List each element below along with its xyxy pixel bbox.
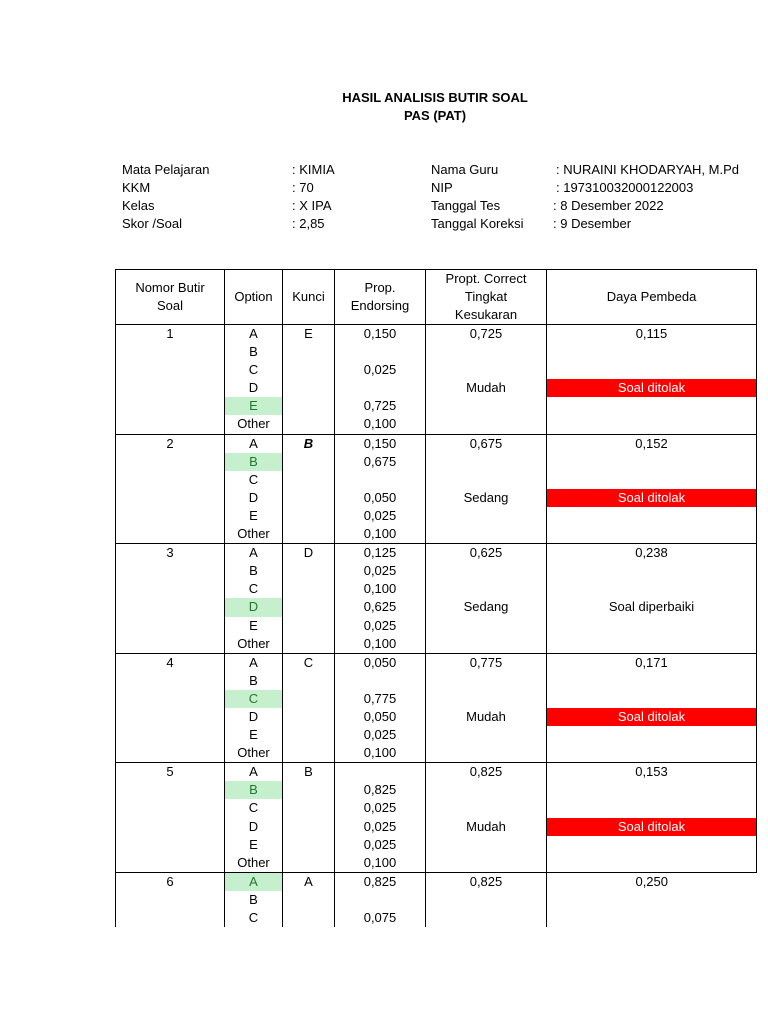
option-label: C [248, 581, 259, 597]
prop-value [335, 471, 425, 489]
discrimination-index: 0,153 [635, 764, 668, 780]
header-propt [426, 270, 547, 325]
spacer [426, 471, 546, 489]
answer-key: A [304, 873, 313, 889]
spacer [547, 471, 756, 489]
correct-proportion: 0,675 [469, 435, 503, 451]
prop-value: 0,025 [363, 818, 397, 834]
option-label: C [248, 800, 259, 816]
prop-value [335, 672, 425, 690]
item-number: 2 [166, 435, 174, 451]
spacer [426, 672, 546, 690]
spacer [426, 781, 546, 799]
info-value: : 70 [292, 180, 314, 195]
option-label: B [249, 891, 258, 907]
prop-value: 0,025 [363, 836, 397, 852]
cell-daya [547, 872, 757, 927]
cell-kunci [283, 872, 335, 927]
cell-prop [335, 653, 426, 763]
prop-value: 0,825 [363, 782, 397, 798]
prop-value: 0,725 [363, 398, 397, 414]
difficulty-label: Sedang [463, 599, 509, 615]
prop-value: 0,100 [363, 526, 397, 542]
info-value: : 2,85 [292, 216, 325, 231]
cell-prop [335, 763, 426, 873]
cell-tingkat [426, 544, 547, 654]
cell-daya [547, 434, 757, 544]
option-label: Other [237, 526, 270, 542]
status-badge: Soal ditolak [547, 489, 756, 507]
cell-nomor [116, 763, 225, 873]
info-value: : 9 Desember [553, 216, 632, 231]
prop-value: 0,050 [363, 489, 397, 505]
item-number: 6 [166, 873, 174, 889]
answer-key: B [304, 764, 313, 780]
cell-nomor [116, 325, 225, 435]
cell-tingkat [426, 434, 547, 544]
prop-value [335, 379, 425, 397]
cell-nomor [116, 434, 225, 544]
option-label: B [249, 344, 258, 360]
difficulty-label: Mudah [466, 708, 506, 724]
option-label: E [249, 727, 258, 743]
cell-daya [547, 763, 757, 873]
difficulty-label: Mudah [466, 380, 506, 396]
answer-key: D [303, 545, 314, 561]
option-label: D [248, 380, 259, 396]
info-label: Nama Guru [431, 162, 499, 177]
discrimination-index: 0,250 [635, 873, 669, 889]
prop-value: 0,150 [363, 326, 397, 341]
prop-value: 0,025 [363, 507, 397, 523]
table-row [116, 544, 757, 654]
option-label: D [225, 598, 282, 616]
prop-value: 0,025 [363, 617, 397, 633]
prop-value: 0,100 [363, 416, 397, 432]
cell-nomor [116, 653, 225, 763]
spacer [547, 781, 756, 799]
info-label: NIP [431, 180, 453, 195]
prop-value: 0,100 [363, 635, 397, 651]
cell-options [225, 763, 283, 873]
cell-prop [335, 544, 426, 654]
table-row [116, 763, 757, 873]
cell-options [225, 325, 283, 435]
option-label: B [225, 453, 282, 471]
option-label: B [225, 781, 282, 799]
cell-daya [547, 325, 757, 435]
status-badge: Soal ditolak [547, 818, 756, 836]
correct-proportion: 0,825 [469, 873, 503, 889]
header-line: Propt. Correct [445, 271, 527, 286]
spacer [547, 453, 756, 471]
cell-nomor [116, 872, 225, 927]
correct-proportion: 0,625 [469, 545, 503, 561]
option-label: C [225, 690, 282, 708]
prop-value: 0,075 [363, 910, 397, 925]
info-label: Mata Pelajaran [122, 162, 210, 177]
cell-kunci [283, 653, 335, 763]
option-label: A [249, 764, 258, 780]
status-badge: Soal diperbaiki [608, 599, 695, 615]
spacer [426, 580, 546, 598]
option-label: Other [237, 745, 270, 761]
item-number: 4 [166, 654, 174, 670]
prop-value: 0,100 [363, 745, 397, 761]
option-label: Other [237, 635, 270, 651]
option-label: E [225, 397, 282, 415]
discrimination-index: 0,238 [635, 545, 668, 561]
discrimination-index: 0,171 [635, 654, 668, 670]
prop-value: 0,100 [363, 581, 397, 597]
header-daya: Daya Pembeda [547, 270, 757, 325]
info-label: Skor /Soal [122, 216, 182, 231]
option-label: E [249, 617, 258, 633]
prop-value: 0,675 [363, 453, 397, 469]
analysis-table [115, 269, 757, 927]
prop-value: 0,100 [363, 854, 397, 870]
option-label: B [249, 563, 258, 579]
option-label: Other [237, 854, 270, 870]
header-kunci: Kunci [283, 270, 335, 325]
prop-value: 0,050 [363, 708, 397, 724]
answer-key: C [303, 654, 314, 670]
prop-value: 0,025 [363, 800, 397, 816]
cell-daya [547, 653, 757, 763]
option-label: A [249, 326, 258, 341]
table-header-row [116, 270, 757, 325]
option-label: C [248, 362, 259, 378]
info-label: Tanggal Koreksi [431, 216, 524, 231]
option-label: E [249, 507, 258, 523]
info-value: : 197310032000122003 [556, 180, 694, 195]
cell-kunci [283, 544, 335, 654]
correct-proportion: 0,775 [469, 654, 503, 670]
answer-key: E [304, 326, 313, 341]
prop-value [335, 763, 425, 781]
table-body [116, 325, 757, 928]
info-value: : KIMIA [292, 162, 335, 177]
option-label: A [249, 654, 258, 670]
cell-options [225, 872, 283, 927]
info-label: Kelas [122, 198, 155, 213]
prop-value: 0,025 [363, 362, 397, 378]
report-subtitle: PAS (PAT) [403, 108, 467, 123]
info-value: : X IPA [292, 198, 332, 213]
header-prop [335, 270, 426, 325]
cell-prop [335, 325, 426, 435]
cell-options [225, 544, 283, 654]
header-line: Endorsing [350, 298, 410, 313]
info-label: KKM [122, 180, 151, 195]
prop-value: 0,825 [363, 873, 397, 889]
cell-options [225, 434, 283, 544]
spacer [547, 580, 756, 598]
correct-proportion: 0,825 [469, 764, 503, 780]
table-row [116, 653, 757, 763]
option-label: A [225, 873, 282, 891]
table-row [116, 872, 757, 927]
option-label: B [249, 672, 258, 688]
info-value: : 8 Desember 2022 [553, 198, 664, 213]
option-label: D [248, 708, 259, 724]
spacer [547, 690, 756, 708]
difficulty-label: Mudah [466, 818, 506, 834]
option-label: A [249, 435, 258, 451]
option-label: D [248, 818, 259, 834]
prop-value: 0,775 [363, 690, 397, 706]
option-label: E [249, 836, 258, 852]
header-option: Option [225, 270, 283, 325]
prop-value: 0,050 [363, 654, 397, 670]
cell-tingkat [426, 325, 547, 435]
status-badge: Soal ditolak [547, 708, 756, 726]
item-number: 3 [166, 545, 174, 561]
option-label: D [248, 489, 259, 505]
spacer [426, 562, 546, 580]
option-label: C [248, 471, 259, 487]
cell-prop [335, 872, 426, 927]
cell-options [225, 653, 283, 763]
cell-kunci [283, 763, 335, 873]
status-badge: Soal ditolak [547, 379, 756, 397]
prop-value: 0,025 [363, 563, 397, 579]
cell-kunci [283, 434, 335, 544]
difficulty-label: Sedang [463, 489, 509, 505]
cell-prop [335, 434, 426, 544]
prop-value: 0,125 [363, 545, 397, 561]
cell-daya [547, 544, 757, 654]
spacer [547, 799, 756, 817]
spacer [426, 361, 546, 379]
header-line: Tingkat [464, 289, 508, 304]
report-title: HASIL ANALISIS BUTIR SOAL [342, 90, 528, 105]
cell-nomor [116, 544, 225, 654]
spacer [426, 453, 546, 471]
header-line: Nomor Butir [135, 280, 205, 295]
discrimination-index: 0,152 [635, 435, 668, 451]
spacer [547, 562, 756, 580]
cell-tingkat [426, 872, 547, 927]
option-label: A [249, 545, 258, 561]
cell-tingkat [426, 763, 547, 873]
spacer [426, 343, 546, 361]
spacer [547, 672, 756, 690]
header-nomor [116, 270, 225, 325]
header-line: Soal [156, 298, 184, 313]
option-label: C [248, 910, 259, 925]
header-line: Kesukaran [454, 307, 518, 322]
spacer [426, 690, 546, 708]
prop-value: 0,150 [363, 435, 397, 451]
table-row [116, 434, 757, 544]
item-number: 5 [166, 764, 174, 780]
spacer [547, 343, 756, 361]
spacer [426, 799, 546, 817]
prop-value: 0,625 [363, 599, 397, 615]
discrimination-index: 0,115 [635, 326, 668, 341]
prop-value: 0,025 [363, 727, 397, 743]
correct-proportion: 0,725 [469, 326, 503, 341]
spacer [547, 361, 756, 379]
info-label: Tanggal Tes [431, 198, 501, 213]
header-line: Prop. [364, 280, 396, 295]
info-value: : NURAINI KHODARYAH, M.Pd [556, 162, 739, 177]
option-label: Other [237, 416, 270, 432]
cell-kunci [283, 325, 335, 435]
prop-value [335, 343, 425, 361]
table-row [116, 325, 757, 435]
cell-tingkat [426, 653, 547, 763]
prop-value [335, 891, 425, 909]
answer-key: B [303, 435, 314, 451]
item-number: 1 [166, 326, 174, 341]
